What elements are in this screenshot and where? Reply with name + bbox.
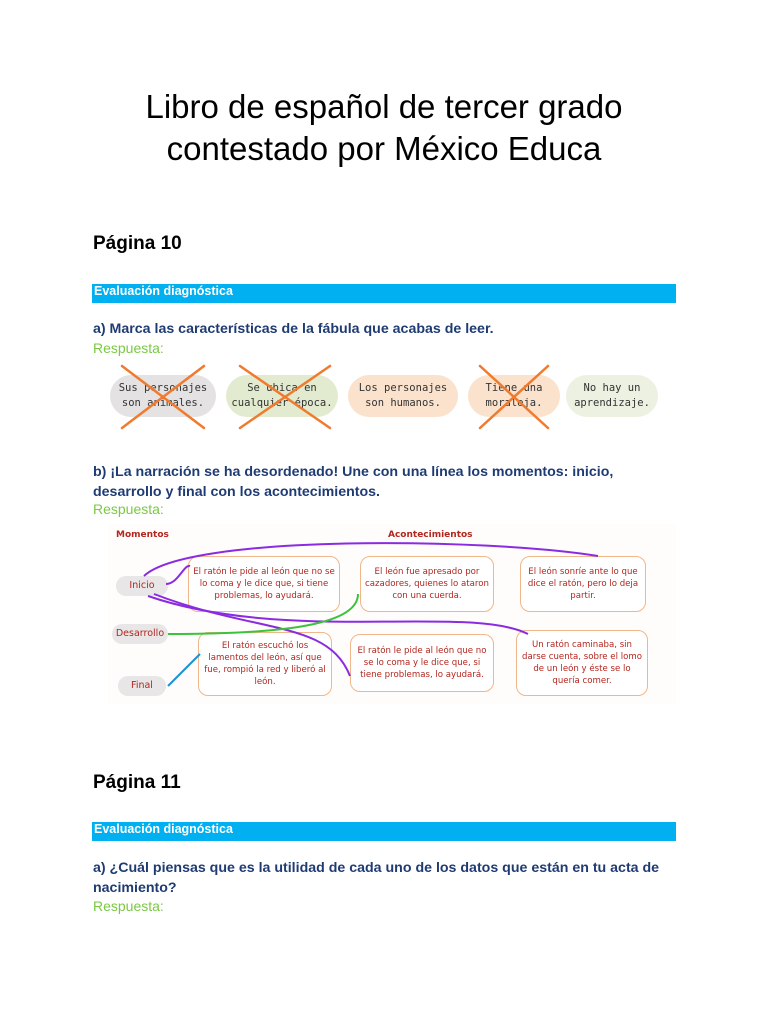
line-inicio-event6: [148, 596, 528, 634]
header-moments: Momentos: [116, 530, 169, 540]
header-events: Acontecimientos: [388, 530, 473, 540]
answer-label-a-p11: Respuesta:: [93, 898, 164, 914]
cross-marks: [100, 364, 676, 430]
option-pill-3: Los personajes son humanos.: [348, 375, 458, 417]
question-a-p11: a) ¿Cuál piensas que es la utilidad de cada uno de los datos que están en tu acta de nacimiento?: [93, 860, 660, 896]
option-pill-5: No hay un aprendizaje.: [566, 375, 658, 417]
fable-characteristics-figure: [100, 364, 676, 430]
event-box-3: El león sonríe ante lo que dice el ratón, pero lo deja partir.: [520, 556, 646, 612]
page-heading-11: Página 11: [93, 772, 181, 793]
answer-label-b-p10: Respuesta:: [93, 501, 164, 517]
answer-label-a-p10: Respuesta:: [93, 340, 164, 356]
event-box-2: El león fue apresado por cazadores, quienes lo ataron con una cuerda.: [360, 556, 494, 612]
option-pill-2: Se ubica en cualquier época.: [226, 375, 338, 417]
section-bar-evaluacion: Evaluación diagnóstica: [92, 284, 676, 303]
title-line-2: contestado por México Educa: [166, 130, 602, 167]
stage-desarrollo: Desarrollo: [112, 624, 168, 644]
event-box-4: El ratón escuchó los lamentos del león, así que fue, rompió la red y liberó al león.: [198, 632, 332, 696]
event-box-6: Un ratón caminaba, sin darse cuenta, sobre el lomo de un león y éste se lo quería comer.: [516, 630, 648, 696]
question-b-p10: b) ¡La narración se ha desordenado! Une con una línea los momentos: inicio, desarrollo y final con los acontecimientos.: [93, 464, 614, 500]
question-a-p10: a) Marca las características de la fábula que acabas de leer.: [93, 321, 494, 337]
line-inicio-event1: [166, 566, 190, 584]
stage-final: Final: [118, 676, 166, 696]
event-box-5: El ratón le pide al león que no se lo coma y le dice que, si tiene problemas, lo ayudará.: [350, 634, 494, 692]
option-pill-1: Sus personajes son animales.: [110, 375, 216, 417]
title-line-1: Libro de español de tercer grado: [145, 88, 623, 125]
event-box-1: El ratón le pide al león que no se lo coma y le dice que, si tiene problemas, lo ayudará.: [188, 556, 340, 612]
line-desarrollo-event2: [168, 594, 358, 634]
line-inicio-event3: [144, 543, 598, 576]
story-sequence-diagram: [108, 524, 676, 704]
page-heading-10: Página 10: [93, 233, 182, 254]
section-bar-evaluacion-p11: Evaluación diagnóstica: [92, 822, 676, 841]
connector-lines: [108, 524, 676, 704]
line-final-event4: [168, 654, 200, 686]
stage-inicio: Inicio: [116, 576, 168, 596]
option-pill-4: Tiene una moraleja.: [468, 375, 560, 417]
document-title: [0, 86, 768, 170]
